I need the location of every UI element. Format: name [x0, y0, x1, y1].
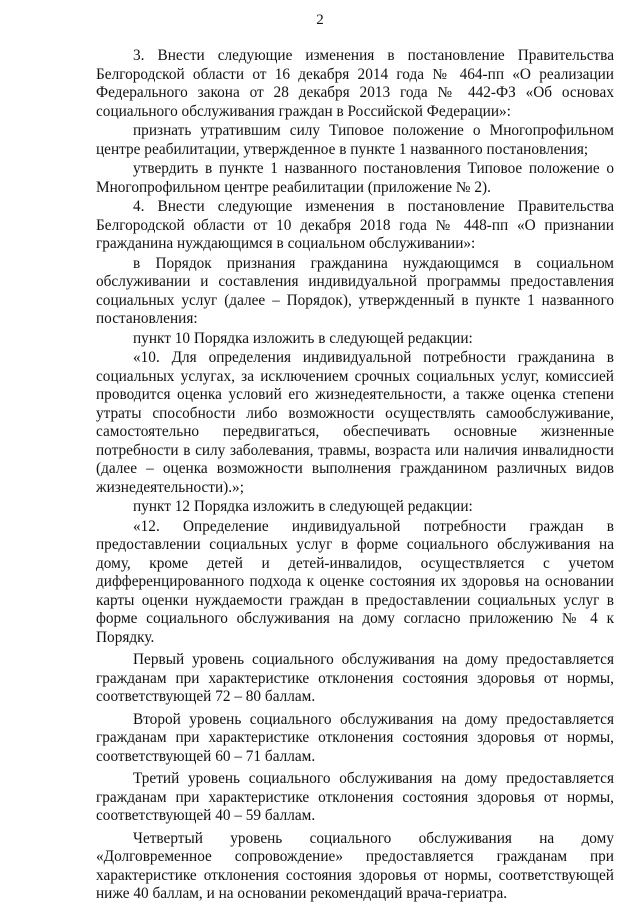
paragraph-level-1: Первый уровень социального обслуживания на дому предоставляется гражданам при характеристике отклонения состояния здоровья от нормы, соответствующей 72 – 80 баллам. — [96, 651, 614, 705]
paragraph-point-10-intro: пункт 10 Порядка изложить в следующей редакции: — [133, 329, 473, 347]
paragraph-level-2: Второй уровень социального обслуживания на дому предоставляется гражданам при характеристике отклонения состояния здоровья от нормы, соответствующей 60 – 71 баллам. — [96, 710, 614, 765]
paragraph-approve: утвердить в пункте 1 названного постановления Типовое положение о Многопрофильном центре реабилитации (приложение № 2). — [96, 160, 614, 196]
paragraph-level-3: Третий уровень социального обслуживания на дому предоставляется гражданам при характеристике отклонения состояния здоровья от нормы, соответствующей 40 – 59 баллам. — [96, 770, 614, 824]
paragraph-item-3: 3. Внести следующие изменения в постановление Правительства Белгородской области от 16 декабря 2014 года № 464-пп «О реализации Федерального закона от 28 декабря 2013 года № 442-ФЗ «Об основах социального обслуживания граждан в Российской Федерации»: — [96, 47, 614, 120]
paragraph-level-4: Четвертый уровень социального обслуживания на дому «Долговременное сопровождение» предоставляется гражданам при характеристике отклонения состояния здоровья от нормы, соответствующей ниже 40 баллам, и на основании рекомендаций врача-гериатра. — [96, 829, 614, 902]
document-body — [96, 47, 614, 905]
paragraph-point-12-intro: пункт 12 Порядка изложить в следующей редакции: — [133, 498, 473, 515]
page-number: 2 — [316, 12, 324, 28]
paragraph-point-12-text: «12. Определение индивидуальной потребности граждан в предоставлении социальных услуг в форме социального обслуживания на дому, кроме детей и детей-инвалидов, осуществляется с учетом дифференцированного подхода к оценке состояния их здоровья на основании карты оценки нуждаемости граждан в предоставлении социальных услуг в форме социального обслуживания на дому согласно приложению № 4 к Порядку. — [96, 517, 614, 646]
paragraph-item-4: 4. Внести следующие изменения в постановление Правительства Белгородской области от 10 декабря 2018 года № 448-пп «О признании гражданина нуждающимся в социальном обслуживании»: — [96, 198, 614, 252]
paragraph-procedure: в Порядок признания гражданина нуждающимся в социальном обслуживании и составления индивидуальной программы предоставления социальных услуг (далее – Порядок), утвержденный в пункте 1 названного постановления: — [96, 254, 614, 327]
paragraph-repeal: признать утратившим силу Типовое положение о Многопрофильном центре реабилитации, утвержденное в пункте 1 названного постановления; — [96, 122, 614, 158]
paragraph-point-10-text: «10. Для определения индивидуальной потребности гражданина в социальных услугах, за исключением срочных социальных услуг, комиссией проводится оценка условий его жизнедеятельности, а также оценка степени утраты способности либо возможности осуществлять самообслуживание, самостоятельно передвигаться, обеспечивать основные жизненные потребности в силу заболевания, травмы, возраста или наличия инвалидности (далее – оценка возможности выполнения гражданином различных видов жизнедеятельности).»; — [96, 349, 614, 496]
